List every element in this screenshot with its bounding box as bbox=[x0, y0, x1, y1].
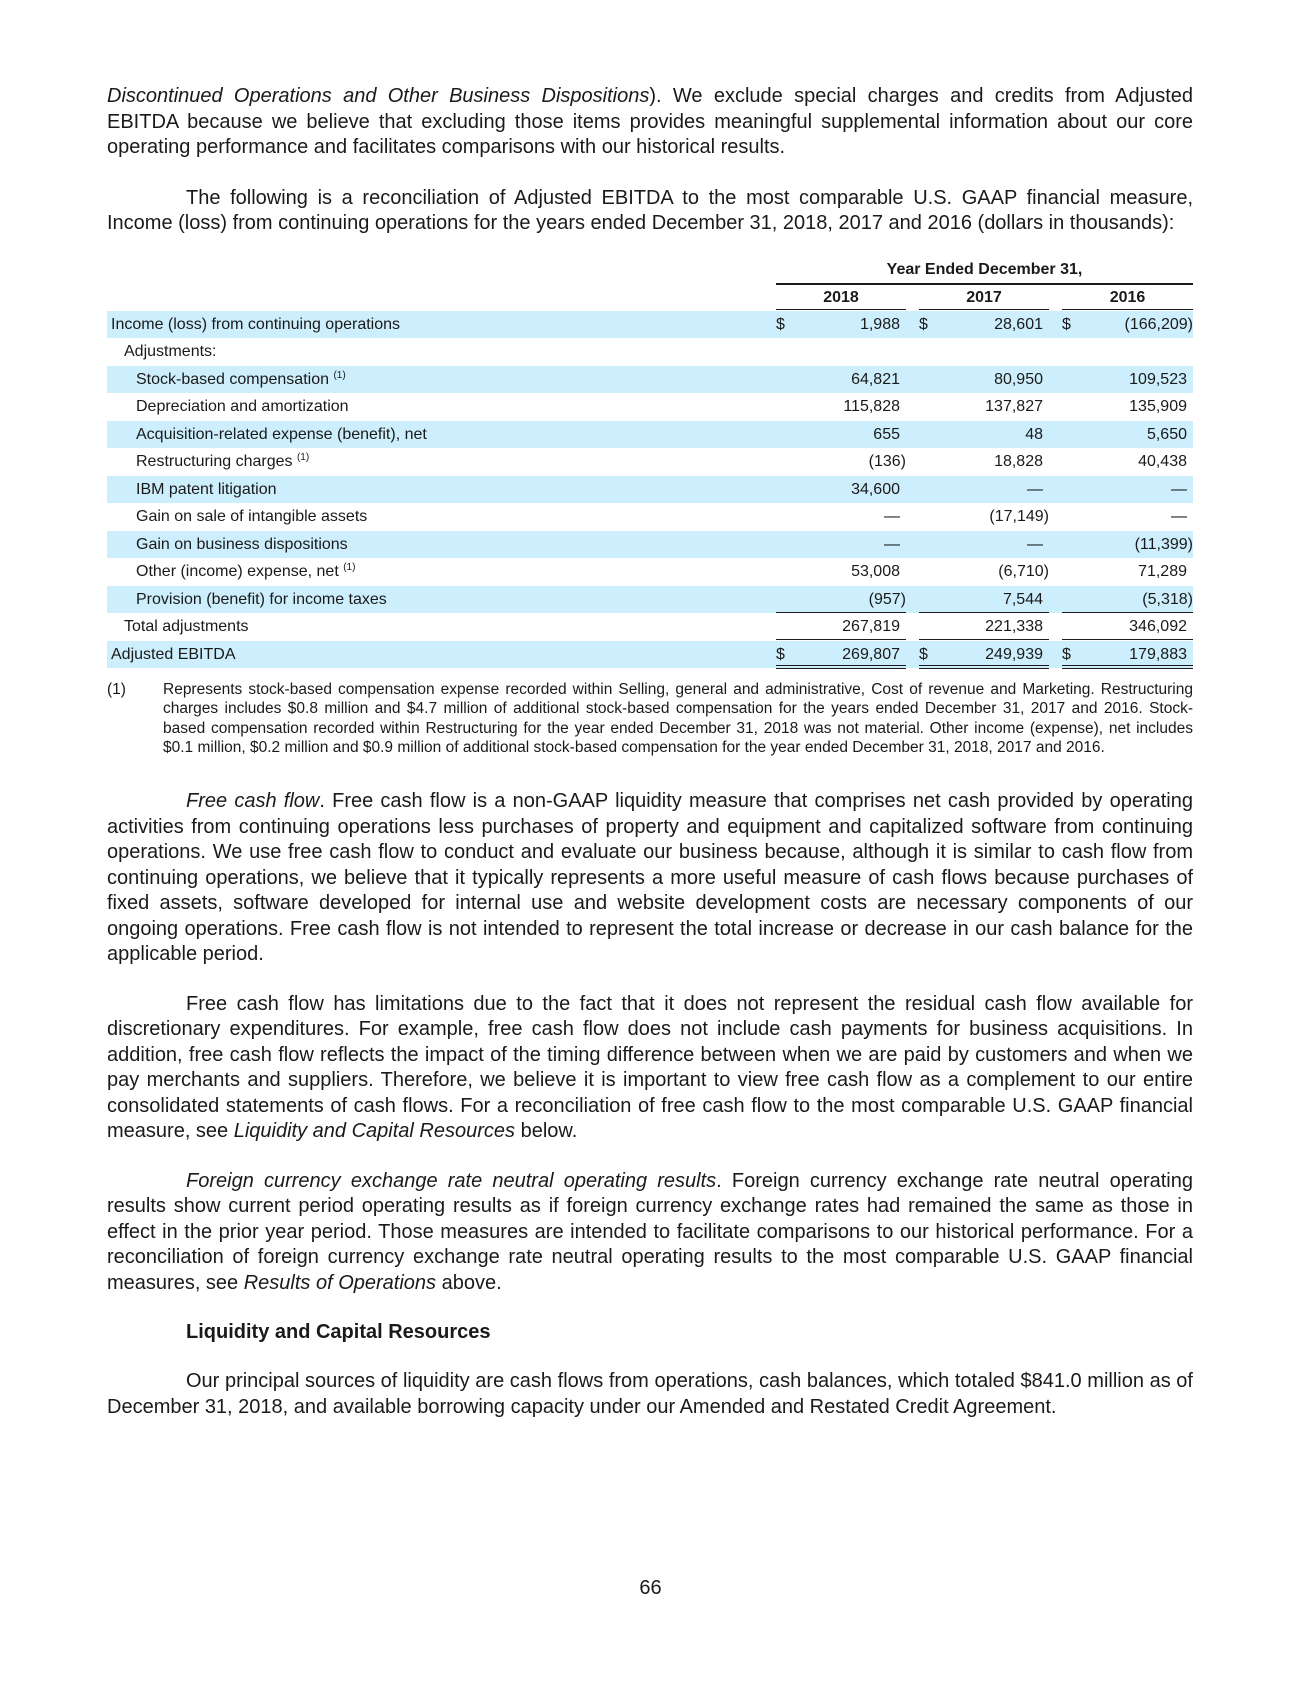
value-cell bbox=[776, 338, 906, 365]
value-cell bbox=[776, 366, 906, 393]
cell-value: — bbox=[884, 535, 900, 553]
year-header-2016: 2016 bbox=[1062, 287, 1193, 310]
value-cell bbox=[919, 531, 1049, 558]
fx-neutral-paragraph bbox=[107, 1169, 1193, 1297]
table-row bbox=[107, 531, 1193, 559]
cell-value: 18,828 bbox=[994, 453, 1043, 470]
cell-value: 179,883 bbox=[1129, 645, 1187, 663]
value-cell bbox=[1062, 476, 1193, 503]
row-label bbox=[111, 311, 400, 338]
header-group-title: Year Ended December 31, bbox=[776, 259, 1193, 285]
cell-value: 655 bbox=[873, 425, 900, 443]
value-cell bbox=[776, 586, 906, 613]
footnote-mark: (1) bbox=[107, 681, 126, 698]
cell-value: (6,710) bbox=[998, 563, 1049, 580]
fcf-limitations-paragraph bbox=[107, 992, 1193, 1145]
row-label-text: Total adjustments bbox=[124, 618, 249, 635]
footnote-ref: (1) bbox=[333, 369, 346, 381]
footnote bbox=[107, 680, 1193, 757]
table-body bbox=[107, 311, 1193, 669]
results-reference: Results of Operations bbox=[243, 1271, 437, 1294]
value-cell bbox=[919, 338, 1049, 365]
currency-symbol: $ bbox=[919, 315, 928, 333]
cell-value: 221,338 bbox=[985, 618, 1043, 635]
row-label bbox=[136, 531, 348, 558]
value-cell bbox=[1062, 531, 1193, 558]
currency-symbol: $ bbox=[776, 645, 785, 663]
value-cell bbox=[776, 641, 906, 669]
liquidity-paragraph: Our principal sources of liquidity are cash flows from operations, cash balances, which totaled $841.0 million as of December 31, 2018, and available borrowing capacity under our Amended and Restated Credit Agreement. bbox=[107, 1370, 1193, 1418]
footnote-ref: (1) bbox=[343, 562, 356, 573]
table-row bbox=[107, 503, 1193, 531]
year-header-2018: 2018 bbox=[776, 287, 906, 310]
currency-symbol: $ bbox=[919, 645, 928, 663]
table-row bbox=[107, 476, 1193, 504]
row-label-text: Restructuring charges bbox=[136, 453, 293, 470]
row-label bbox=[136, 476, 277, 503]
cell-value: 5,650 bbox=[1146, 425, 1187, 443]
value-cell bbox=[919, 586, 1049, 613]
row-label-text: Gain on sale of intangible assets bbox=[136, 508, 368, 525]
table-row bbox=[107, 393, 1193, 421]
row-label-text: Income (loss) from continuing operations bbox=[111, 315, 401, 333]
row-label-text: Stock-based compensation bbox=[136, 370, 329, 388]
cell-value: — bbox=[1027, 480, 1043, 498]
fx-italic-lead: Foreign currency exchange rate neutral operating results bbox=[186, 1169, 717, 1192]
value-cell bbox=[776, 613, 906, 640]
row-label bbox=[136, 393, 349, 420]
table-header bbox=[107, 259, 1193, 311]
row-label bbox=[136, 366, 346, 393]
free-cash-flow-paragraph bbox=[107, 789, 1193, 968]
cell-value: 80,950 bbox=[994, 370, 1043, 388]
row-label-text: IBM patent litigation bbox=[136, 480, 277, 498]
row-label-text: Adjustments: bbox=[124, 343, 217, 360]
row-label-text: Acquisition-related expense (benefit), net bbox=[136, 425, 427, 443]
row-label bbox=[111, 641, 236, 668]
fcf-limitations-text: Free cash flow has limitations due to the fact that it does not represent the residual cash flow available for discretionary expenditures. For example, free cash flow does not include cash payments for business acquisitions. In addition, free cash flow reflects the impact of the timing difference between when we are paid by customers and when we pay merchants and suppliers. Therefore, we believe it is important to view free cash flow as a complement to our entire consolidated statements of cash flows. For a reconciliation of free cash flow to the most comparable U.S. GAAP financial measure, see bbox=[107, 992, 1193, 1143]
cell-value: (957) bbox=[868, 590, 906, 608]
value-cell bbox=[919, 503, 1049, 530]
intro-italic-lead: Discontinued Operations and Other Business Dispositions bbox=[107, 85, 650, 107]
intro-text: ). We exclude special charges and credits from Adjusted EBITDA because we believe that excluding those items provides meaningful supplemental information about our core operating performance and facilitates comparisons with our historical results. bbox=[107, 85, 1194, 158]
cell-value: (166,209) bbox=[1124, 315, 1193, 333]
value-cell bbox=[1062, 586, 1193, 613]
value-cell bbox=[919, 311, 1049, 338]
value-cell bbox=[776, 531, 906, 558]
cell-value: — bbox=[884, 508, 900, 525]
cell-value: 269,807 bbox=[842, 645, 900, 663]
cell-value: (5,318) bbox=[1142, 590, 1193, 608]
reconciliation-intro: The following is a reconciliation of Adjusted EBITDA to the most comparable U.S. GAAP financial measure, Income (loss) from continuing operations for the years ended December 31, 2018, 2017 and 2016 (dollars in thousands): bbox=[107, 186, 1193, 234]
cell-value: (136) bbox=[868, 453, 906, 470]
currency-symbol: $ bbox=[1062, 645, 1071, 663]
cell-value: 40,438 bbox=[1138, 453, 1187, 470]
value-cell bbox=[1062, 448, 1193, 475]
row-label bbox=[136, 558, 355, 585]
row-label bbox=[136, 448, 309, 475]
fx-text: . Foreign currency exchange rate neutral operating results show current period operating results as if foreign currency exchange rates had remained the same as those in effect in the prior year period. Those measures are intended to facilitate comparisons to our historical performance. For a reconciliation of foreign currency exchange rate neutral operating results to the most comparable U.S. GAAP financial measures, see bbox=[107, 1169, 1193, 1294]
value-cell bbox=[919, 393, 1049, 420]
row-label-text: Provision (benefit) for income taxes bbox=[136, 590, 387, 608]
table-row bbox=[107, 338, 1193, 366]
cell-value: (11,399) bbox=[1134, 535, 1193, 553]
cell-value: 249,939 bbox=[985, 645, 1043, 663]
cell-value: 137,827 bbox=[985, 398, 1043, 415]
value-cell bbox=[919, 366, 1049, 393]
table-row bbox=[107, 448, 1193, 476]
footnote-text: Represents stock-based compensation expense recorded within Selling, general and administrative, Cost of revenue and Marketing. Restructuring charges includes $0.8 million and $4.7 million of additional stock-based compensation for the years ended December 31, 2017 and 2016. Stock-based compensation recorded within Restructuring for the year ended December 31, 2018 was not material. Other income (expense), net includes $0.1 million, $0.2 million and $0.9 million of additional stock-based compensation for the year ended December 31, 2018, 2017 and 2016. bbox=[163, 681, 1193, 756]
cell-value: — bbox=[1171, 508, 1187, 525]
value-cell bbox=[919, 613, 1049, 640]
row-label-text: Depreciation and amortization bbox=[136, 398, 349, 415]
currency-symbol: $ bbox=[776, 315, 785, 333]
cell-value: 109,523 bbox=[1129, 370, 1187, 388]
cell-value: 71,289 bbox=[1138, 563, 1187, 580]
liquidity-heading: Liquidity and Capital Resources bbox=[186, 1321, 491, 1344]
row-label-text: Adjusted EBITDA bbox=[111, 645, 236, 663]
value-cell bbox=[1062, 393, 1193, 420]
cell-value: 53,008 bbox=[851, 563, 900, 580]
value-cell bbox=[776, 558, 906, 585]
footnote-ref: (1) bbox=[296, 452, 310, 463]
cell-value: — bbox=[1171, 480, 1187, 498]
cell-value: 1,988 bbox=[859, 315, 900, 333]
value-cell bbox=[1062, 366, 1193, 393]
year-header-2017: 2017 bbox=[919, 287, 1049, 310]
value-cell bbox=[776, 393, 906, 420]
value-cell bbox=[776, 503, 906, 530]
table-row bbox=[107, 311, 1193, 339]
value-cell bbox=[776, 421, 906, 448]
cell-value: 7,544 bbox=[1002, 590, 1043, 608]
value-cell bbox=[1062, 421, 1193, 448]
table-row bbox=[107, 366, 1193, 394]
value-cell bbox=[1062, 641, 1193, 669]
page-number: 66 bbox=[639, 1577, 662, 1599]
cell-value: 64,821 bbox=[851, 370, 900, 388]
value-cell bbox=[1062, 613, 1193, 640]
value-cell bbox=[1062, 338, 1193, 365]
table-row bbox=[107, 613, 1193, 641]
cell-value: 115,828 bbox=[843, 398, 900, 415]
value-cell bbox=[776, 311, 906, 338]
table-row bbox=[107, 558, 1193, 586]
intro-paragraph bbox=[107, 84, 1193, 161]
value-cell bbox=[1062, 558, 1193, 585]
liquidity-reference: Liquidity and Capital Resources bbox=[233, 1120, 516, 1143]
row-label-text: Other (income) expense, net bbox=[136, 563, 339, 580]
currency-symbol: $ bbox=[1062, 315, 1071, 333]
value-cell bbox=[919, 558, 1049, 585]
cell-value: 34,600 bbox=[851, 480, 900, 498]
value-cell bbox=[919, 641, 1049, 669]
row-label bbox=[124, 613, 249, 640]
value-cell bbox=[1062, 503, 1193, 530]
value-cell bbox=[919, 421, 1049, 448]
fx-tail: above. bbox=[436, 1271, 502, 1294]
value-cell bbox=[776, 476, 906, 503]
fcf-text: . Free cash flow is a non-GAAP liquidity measure that comprises net cash provided by operating activities from continuing operations less purchases of property and equipment and capitalized software from continuing operations. We use free cash flow to conduct and evaluate our business because, although it is similar to cash flow from continuing operations, we believe that it typically represents a more useful measure of cash flows because purchases of fixed assets, software developed for internal use and website development costs are necessary components of our ongoing operations. Free cash flow is not intended to represent the total increase or decrease in our cash balance for the applicable period. bbox=[107, 790, 1193, 966]
table-row bbox=[107, 421, 1193, 449]
table-row bbox=[107, 641, 1193, 669]
fcf-limitations-tail: below. bbox=[515, 1120, 578, 1143]
value-cell bbox=[919, 448, 1049, 475]
cell-value: 28,601 bbox=[994, 315, 1043, 333]
cell-value: 346,092 bbox=[1129, 618, 1187, 635]
value-cell bbox=[919, 476, 1049, 503]
table-row bbox=[107, 586, 1193, 614]
row-label bbox=[136, 503, 367, 530]
row-label bbox=[136, 421, 427, 448]
row-label-text: Gain on business dispositions bbox=[136, 535, 348, 553]
document-page bbox=[107, 84, 1193, 1420]
cell-value: — bbox=[1027, 535, 1043, 553]
cell-value: 135,909 bbox=[1129, 398, 1187, 415]
value-cell bbox=[776, 448, 906, 475]
value-cell bbox=[1062, 311, 1193, 338]
fcf-italic-lead: Free cash flow bbox=[186, 790, 320, 813]
row-label bbox=[136, 586, 387, 613]
cell-value: 267,819 bbox=[842, 618, 900, 635]
row-label bbox=[124, 338, 216, 365]
cell-value: 48 bbox=[1025, 425, 1043, 443]
adjusted-ebitda-table bbox=[107, 259, 1193, 669]
cell-value: (17,149) bbox=[989, 508, 1049, 525]
